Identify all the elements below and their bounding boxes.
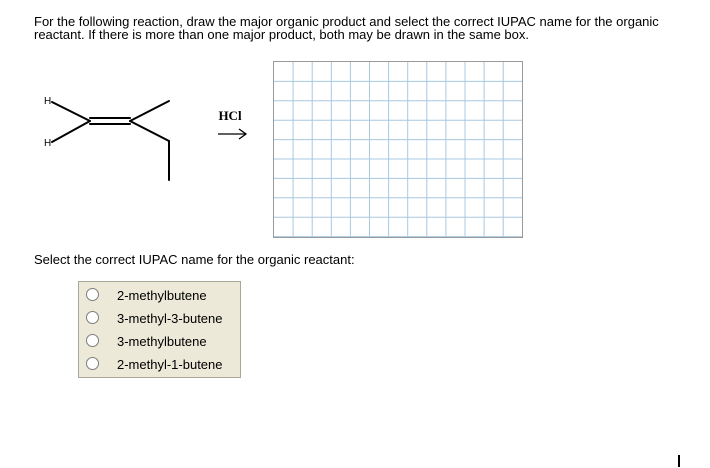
question-instructions: For the following reaction, draw the major organic product and select the correct IUPAC name for the organic reactant. If there is more than one major product, both may be drawn in the same box. (34, 14, 659, 42)
edge-cursor-mark (678, 455, 680, 467)
iupac-options-group (78, 281, 241, 378)
reaction-arrow-icon (218, 128, 248, 140)
hydrogen-label-top: H (44, 96, 52, 107)
radio-button[interactable] (86, 288, 99, 301)
option-label: 3-methyl-3-butene (117, 311, 223, 326)
product-drawing-canvas[interactable] (273, 61, 523, 238)
bond-ethyl-1 (130, 121, 169, 141)
radio-button[interactable] (86, 311, 99, 324)
option-3-methyl-3-butene[interactable] (79, 307, 240, 329)
radio-button[interactable] (86, 357, 99, 370)
option-label: 2-methylbutene (117, 288, 207, 303)
bond-h1 (52, 102, 90, 121)
reaction-arrow-group (212, 108, 252, 144)
option-2-methyl-1-butene[interactable] (79, 353, 240, 375)
option-3-methylbutene[interactable] (79, 330, 240, 352)
option-label: 2-methyl-1-butene (117, 357, 223, 372)
option-2-methylbutene[interactable] (79, 284, 240, 306)
radio-button[interactable] (86, 334, 99, 347)
bond-h2 (52, 121, 90, 142)
hydrogen-label-bottom: H (44, 138, 52, 149)
option-label: 3-methylbutene (117, 334, 207, 349)
reactant-structure (36, 92, 186, 184)
select-iupac-prompt: Select the correct IUPAC name for the organic reactant: (34, 252, 355, 267)
drawing-grid-lines (274, 62, 522, 237)
bond-methyl (130, 101, 169, 121)
reagent-label: HCl (218, 108, 242, 123)
